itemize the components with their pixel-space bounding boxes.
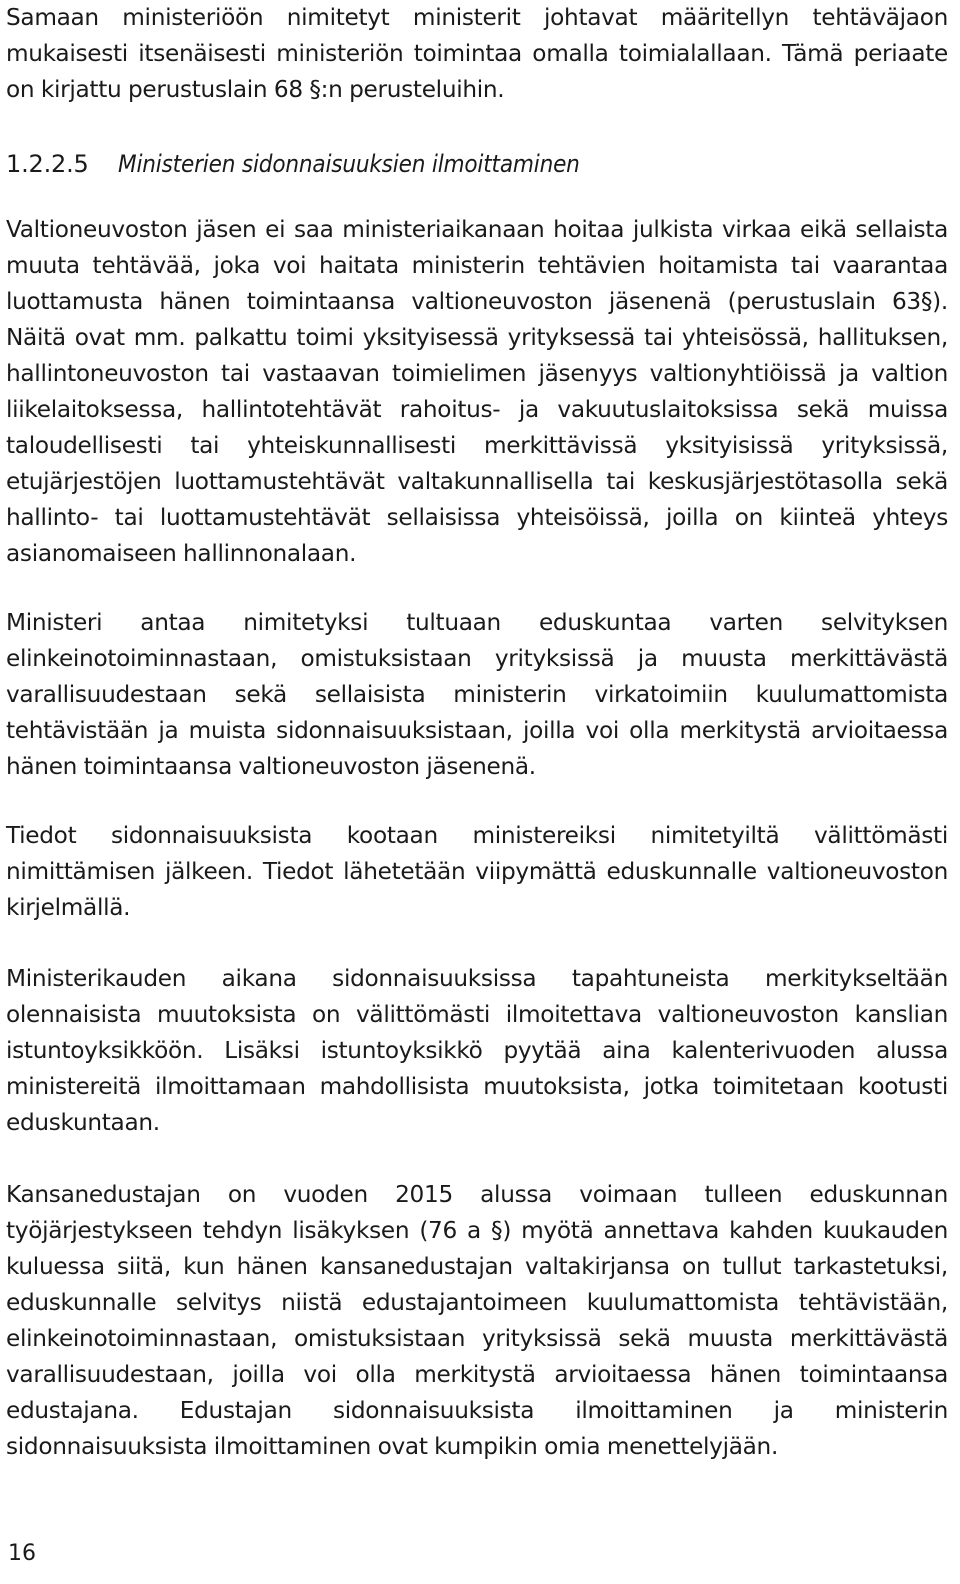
body-paragraph: Tiedot sidonnaisuuksista kootaan ministereiksi nimitetyiltä välittömästi nimittämisen jälkeen. Tiedot lähetetään viipymättä eduskunnalle valtioneuvoston kirjelmällä. — [6, 822, 948, 921]
intro-paragraph: Samaan ministeriöön nimitetyt ministerit johtavat määritellyn tehtäväjaon mukaisesti itsenäisesti ministeriön toimintaa omalla toimialallaan. Tämä periaate on kirjattu perustuslain 68 §:n perusteluihin. — [6, 4, 948, 103]
body-paragraph: Kansanedustajan on vuoden 2015 alussa voimaan tulleen eduskunnan työjärjestykseen tehdyn lisäkyksen (76 a §) myötä annettava kahden kuukauden kuluessa siitä, kun hänen kansanedustajan valtakirjansa on tullut tarkastetuksi, eduskunnalle selvitys niistä edustajantoimeen kuulumattomista tehtävistään, elinkeinotoiminnastaan, omistuksistaan yrityksissä sekä muusta merkittävästä varallisuudestaan, joilla voi olla merkitystä arvioitaessa hänen toimintaansa edustajana. Edustajan sidonnaisuuksista ilmoittaminen ja ministerin sidonnaisuuksista ilmoittaminen ovat kumpikin omia menettelyjään. — [6, 1181, 948, 1460]
body-paragraph: Ministeri antaa nimitetyksi tultuaan eduskuntaa varten selvityksen elinkeinotoiminnastaan, omistuksistaan yrityksissä ja muusta merkittävästä varallisuudestaan sekä sellaisista ministerin virkatoimiin kuulumattomista tehtävistään ja muista sidonnaisuuksistaan, joilla voi olla merkitystä arvioitaessa hänen toimintaansa valtioneuvoston jäsenenä. — [6, 609, 948, 780]
body-paragraph: Valtioneuvoston jäsen ei saa ministeriaikanaan hoitaa julkista virkaa eikä sellaista muuta tehtävää, joka voi haitata ministerin tehtävien hoitamista tai vaarantaa luottamusta hänen toimintaansa valtioneuvoston jäsenenä (perustuslain 63§). Näitä ovat mm. palkattu toimi yksityisessä yrityksessä tai yhteisössä, hallituksen, hallintoneuvoston tai vastaavan toimielimen jäsenyys valtionyhtiöissä ja valtion liikelaitoksessa, hallintotehtävät rahoitus- ja vakuutuslaitoksissa sekä muissa taloudellisesti tai yhteiskunnallisesti merkittävissä yksityisissä yrityksissä, etujärjestöjen luottamustehtävät valtakunnallisella tai keskusjärjestötasolla sekä hallinto- tai luottamustehtävät sellaisissa yhteisöissä, joilla on kiinteä yhteys asianomaiseen hallinnonalaan. — [6, 216, 948, 567]
section-title: Ministerien sidonnaisuuksien ilmoittaminen — [118, 150, 580, 178]
section-heading — [6, 146, 948, 182]
page-number: 16 — [8, 1541, 36, 1566]
body-paragraph: Ministerikauden aikana sidonnaisuuksissa tapahtuneista merkitykseltään olennaisista muutoksista on välittömästi ilmoitettava valtioneuvoston kanslian istuntoyksikköön. Lisäksi istuntoyksikkö pyytää aina kalenterivuoden alussa ministereitä ilmoittamaan mahdollisista muutoksista, jotka toimitetaan kootusti eduskuntaan. — [6, 965, 948, 1136]
section-number: 1.2.2.5 — [6, 150, 89, 178]
